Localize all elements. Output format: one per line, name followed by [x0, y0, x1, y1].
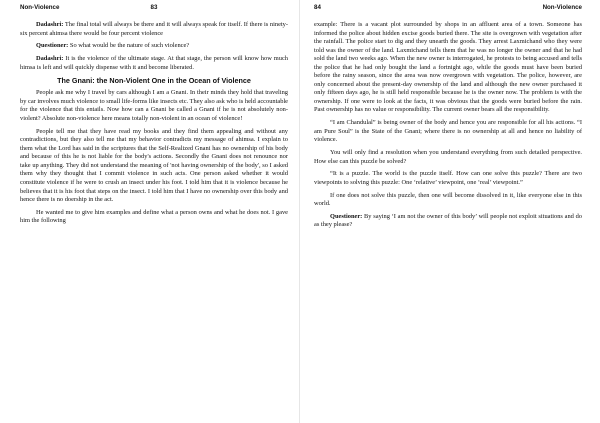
speaker-label: Questioner: — [330, 212, 363, 220]
right-page — [314, 0, 582, 423]
dialogue-paragraph: Dadashri: The final total will always be there and it will always speak for itself. If there is ninety-six percent ahimsa there would be four percent violence — [20, 21, 288, 37]
body-paragraph: He wanted me to give him examples and define what a person owns and what he does not. I gave him the following — [20, 208, 288, 225]
speaker-label: Dadashri: — [36, 21, 64, 28]
gutter-divider — [299, 0, 300, 423]
running-header — [20, 4, 288, 16]
body-paragraph: “It is a puzzle. The world is the puzzle itself. How can one solve this puzzle? There are two viewpoints to solving this puzzle: One ‘relative’ viewpoint, one ‘real’ viewpoint.” — [314, 170, 582, 186]
dialogue-paragraph: Questioner: By saying ‘I am not the owner of this body’ will people not exploit situations and do as they please? — [314, 212, 582, 229]
running-title: Non-Violence — [20, 4, 60, 11]
speaker-label: Questioner: — [36, 42, 69, 50]
running-header — [314, 4, 582, 16]
speaker-label: Dadashri: — [36, 55, 64, 63]
dialogue-paragraph: Questioner: So what would be the nature of such violence? — [36, 42, 190, 50]
body-paragraph: You will only find a resolution when you understand everything from such detailed perspective. How else can this puzzle be solved? — [314, 149, 582, 165]
dialogue-paragraph: Dadashri: It is the violence of the ultimate stage. At that stage, the person will know how much himsa is left and will quickly dispense with it and become liberated. — [20, 55, 288, 71]
body-paragraph: People ask me why I travel by cars although I am a Gnani. In their minds they hold that traveling by car involves much violence to small life-forms like insects etc. They also ask who is held accountable for the violence that this entails. Now how can a Gnani be called a Gnani if he is not absolutely non-violent? Absolute non-violence here means totally non-violent in an ocean of violence! — [20, 89, 288, 122]
body-paragraph: If one does not solve this puzzle, then one will become dissolved in it, like everyone else in this world. — [314, 191, 582, 208]
section-heading: The Gnani: the Non-Violent One in the Ocean of Violence — [57, 76, 251, 86]
body-paragraph: “I am Chandulal” is being owner of the body and hence you are responsible for all his actions. “I am Pure Soul” is the State of the Gnani; where there is no ownership at all and hence no liability of violence. — [314, 119, 582, 144]
running-title: Non-Violence — [542, 4, 582, 11]
page-number: 84 — [314, 4, 321, 11]
body-paragraph: People tell me that they have read my books and they find them appealing and without any contradictions, but they also tell me that my behavior contradicts my message of ahimsa. I explain to them what the Lord has said in the scriptures that the Self-Realized Gnani has no ownership of his body and because of this he is not liable for the body's actions. Secondly the Gnani does not renounce nor take up anything. They did not understand the meaning of 'not having ownership of the body', so I asked them why they thought that I commit violence in such acts. One person asked whether it would constitute violence if he were to crush an insect under his foot. I told him that it is violence because he believes that it is his foot that steps on the insect. I told him that I have no ownership over this body and hence there is no doership in the act. — [20, 127, 288, 204]
page-number: 83 — [150, 4, 158, 11]
body-paragraph: example: There is a vacant plot surrounded by shops in an affluent area of a town. Someone has informed the police about hidden excise goods buried there. The site is overgrown with vegetation after the rainfall. The police start to dig and they unearth the goods. They arrest Laxmichand who they were told was the owner of the land. Laxmichand tells them that he was no longer the owner and that he had sold the land two weeks ago. When the new owner is interrogated, he protests to being accused and tells the police that he had only bought the land a fortnight ago, while the goods must have been buried before the rainy season, since the area was now overgrown with vegetation. The police, however, are only concerned about the present-day ownership of the land and although the new owner purchased it only fifteen days ago, he is still held responsible because he is the owner now. The problem is with the ownership. If one were to look at the facts, it was obvious that the goods were buried before the rain. Past ownership has no value or responsibility. The current owner bears all the responsibility. — [314, 21, 582, 114]
page-body — [20, 21, 288, 419]
page-body — [314, 21, 582, 419]
left-page — [20, 0, 288, 423]
